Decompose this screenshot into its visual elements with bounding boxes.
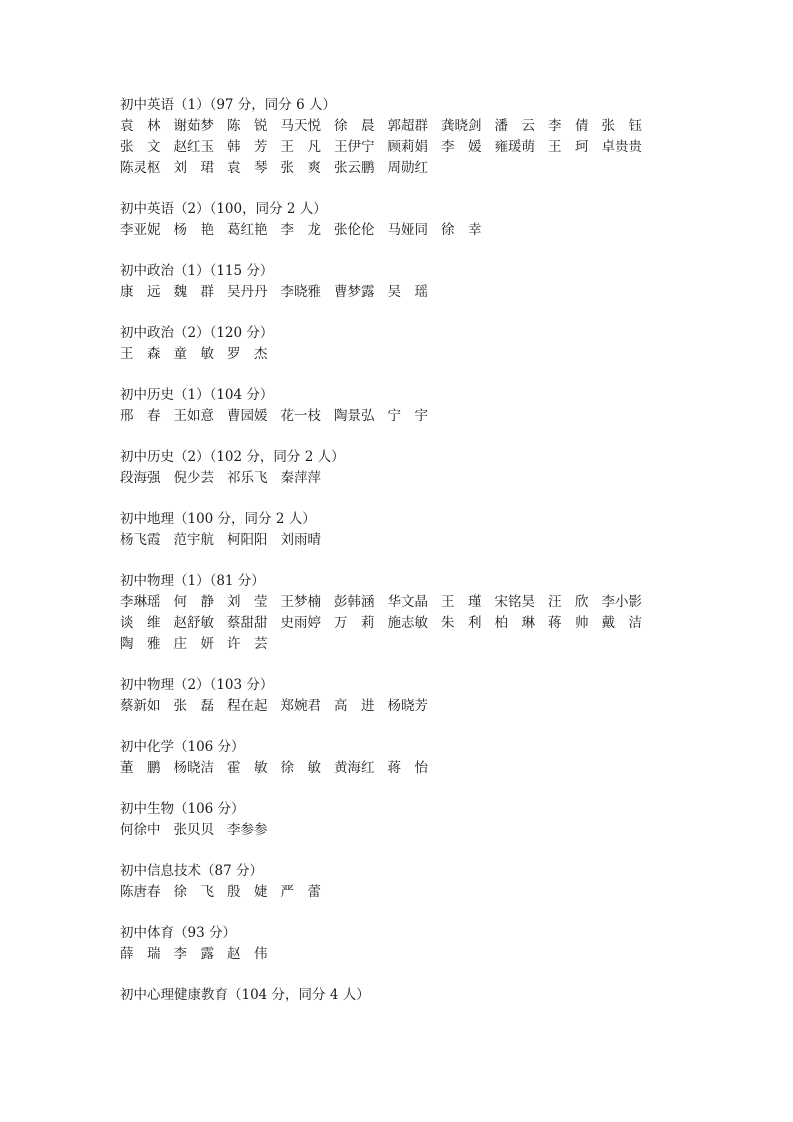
candidate-name: 柯阳阳 — [227, 532, 268, 548]
candidate-name: 康 远 — [120, 284, 161, 300]
candidate-name: 李亚妮 — [120, 222, 161, 238]
subject-heading: 初中英语（1）（97 分，同分 6 人） — [120, 97, 336, 113]
name-row — [120, 406, 680, 427]
name-row — [120, 696, 680, 717]
subject-section — [120, 323, 680, 365]
candidate-name: 邢 春 — [120, 408, 161, 424]
candidate-name: 马娅同 — [387, 222, 428, 238]
name-row — [120, 944, 680, 965]
candidate-name: 范宇航 — [173, 532, 214, 548]
name-list — [120, 220, 680, 241]
subject-section — [120, 261, 680, 303]
subject-section — [120, 199, 680, 241]
candidate-name: 王梦楠 — [280, 594, 321, 610]
candidate-name: 吴丹丹 — [227, 284, 268, 300]
subject-heading: 初中信息技术（87 分） — [120, 863, 263, 879]
candidate-name: 汪 欣 — [548, 594, 589, 610]
candidate-name: 李参参 — [227, 822, 268, 838]
candidate-name: 杨晓洁 — [173, 760, 214, 776]
candidate-name: 吴 瑶 — [387, 284, 428, 300]
candidate-name: 李晓雅 — [280, 284, 321, 300]
candidate-name: 史雨婷 — [280, 615, 321, 631]
candidate-name: 董 鹏 — [120, 760, 161, 776]
subject-section — [120, 923, 680, 965]
name-row — [120, 634, 680, 655]
candidate-name: 陶景弘 — [334, 408, 375, 424]
candidate-name: 葛红艳 — [227, 222, 268, 238]
name-list — [120, 820, 680, 841]
candidate-name: 祁乐飞 — [227, 470, 268, 486]
name-list — [120, 944, 680, 965]
subject-section — [120, 737, 680, 779]
candidate-name: 高 进 — [334, 698, 375, 714]
candidate-name: 袁 琴 — [227, 160, 268, 176]
candidate-name: 曹园媛 — [227, 408, 268, 424]
name-row — [120, 468, 680, 489]
subject-section — [120, 509, 680, 551]
candidate-name: 蔡甜甜 — [227, 615, 268, 631]
name-list — [120, 116, 680, 179]
candidate-name: 王伊宁 — [334, 139, 375, 155]
candidate-name: 薛 瑞 — [120, 946, 161, 962]
candidate-name: 彭韩涵 — [334, 594, 375, 610]
name-list — [120, 468, 680, 489]
subject-section — [120, 985, 680, 1006]
name-row — [120, 220, 680, 241]
name-list — [120, 696, 680, 717]
candidate-name: 赵 伟 — [227, 946, 268, 962]
subject-section — [120, 571, 680, 655]
candidate-name: 杨 艳 — [173, 222, 214, 238]
candidate-name: 王 珂 — [548, 139, 589, 155]
name-list — [120, 758, 680, 779]
candidate-name: 宋铭昊 — [494, 594, 535, 610]
subject-heading: 初中生物（106 分） — [120, 801, 245, 817]
candidate-name: 何 静 — [173, 594, 214, 610]
candidate-name: 张 钰 — [601, 118, 642, 134]
candidate-name: 徐 飞 — [173, 884, 214, 900]
subject-heading: 初中历史（1）（104 分） — [120, 387, 274, 403]
candidate-name: 霍 敏 — [227, 760, 268, 776]
subject-heading: 初中化学（106 分） — [120, 739, 245, 755]
subject-heading: 初中物理（1）（81 分） — [120, 573, 265, 589]
name-row — [120, 344, 680, 365]
candidate-name: 张贝贝 — [173, 822, 214, 838]
candidate-name: 施志敏 — [387, 615, 428, 631]
subject-heading: 初中政治（2）（120 分） — [120, 325, 274, 341]
candidate-name: 许 芸 — [227, 636, 268, 652]
candidate-name: 王如意 — [173, 408, 214, 424]
name-row — [120, 158, 680, 179]
name-list — [120, 406, 680, 427]
candidate-name: 张 文 — [120, 139, 161, 155]
candidate-name: 徐 幸 — [441, 222, 482, 238]
candidate-name: 朱 利 — [441, 615, 482, 631]
name-list — [120, 882, 680, 903]
name-row — [120, 137, 680, 158]
name-row — [120, 592, 680, 613]
candidate-name: 程在起 — [227, 698, 268, 714]
candidate-name: 陈 锐 — [227, 118, 268, 134]
candidate-name: 张伦伦 — [334, 222, 375, 238]
subject-section — [120, 447, 680, 489]
candidate-name: 曹梦露 — [334, 284, 375, 300]
candidate-name: 黄海红 — [334, 760, 375, 776]
candidate-name: 童 敏 — [173, 346, 214, 362]
candidate-name: 郑婉君 — [280, 698, 321, 714]
candidate-name: 王 凡 — [280, 139, 321, 155]
candidate-name: 刘 莹 — [227, 594, 268, 610]
subject-heading: 初中心理健康教育（104 分，同分 4 人） — [120, 987, 370, 1003]
candidate-name: 李小影 — [601, 594, 642, 610]
candidate-name: 顾莉娟 — [387, 139, 428, 155]
subject-section — [120, 799, 680, 841]
candidate-name: 庄 妍 — [173, 636, 214, 652]
candidate-name: 韩 芳 — [227, 139, 268, 155]
candidate-name: 潘 云 — [494, 118, 535, 134]
name-list — [120, 282, 680, 303]
name-row — [120, 116, 680, 137]
candidate-name: 赵舒敏 — [173, 615, 214, 631]
candidate-name: 李 露 — [173, 946, 214, 962]
candidate-name: 王 森 — [120, 346, 161, 362]
candidate-name: 徐 晨 — [334, 118, 375, 134]
candidate-name: 魏 群 — [173, 284, 214, 300]
candidate-name: 雍瑗萌 — [494, 139, 535, 155]
candidate-name: 张云鹏 — [334, 160, 375, 176]
document-page — [120, 95, 680, 1026]
candidate-name: 郭超群 — [387, 118, 428, 134]
candidate-name: 倪少芸 — [173, 470, 214, 486]
candidate-name: 李 媛 — [441, 139, 482, 155]
candidate-name: 袁 林 — [120, 118, 161, 134]
candidate-name: 华文晶 — [387, 594, 428, 610]
subject-heading: 初中物理（2）（103 分） — [120, 677, 274, 693]
candidate-name: 李 倩 — [548, 118, 589, 134]
name-row — [120, 613, 680, 634]
candidate-name: 马天悦 — [280, 118, 321, 134]
name-list — [120, 530, 680, 551]
candidate-name: 宁 宇 — [387, 408, 428, 424]
candidate-name: 殷 婕 — [227, 884, 268, 900]
name-list — [120, 592, 680, 655]
name-row — [120, 758, 680, 779]
candidate-name: 李琳瑶 — [120, 594, 161, 610]
candidate-name: 刘 珺 — [173, 160, 214, 176]
candidate-name: 蒋 怡 — [387, 760, 428, 776]
subject-heading: 初中体育（93 分） — [120, 925, 236, 941]
candidate-name: 段海强 — [120, 470, 161, 486]
candidate-name: 陶 雅 — [120, 636, 161, 652]
subject-section — [120, 861, 680, 903]
candidate-name: 罗 杰 — [227, 346, 268, 362]
candidate-name: 蒋 帅 — [548, 615, 589, 631]
candidate-name: 花一枝 — [280, 408, 321, 424]
candidate-name: 戴 洁 — [601, 615, 642, 631]
subject-heading: 初中英语（2）（100，同分 2 人） — [120, 201, 327, 217]
candidate-name: 赵红玉 — [173, 139, 214, 155]
name-row — [120, 530, 680, 551]
subject-section — [120, 385, 680, 427]
subject-section — [120, 675, 680, 717]
candidate-name: 杨飞霞 — [120, 532, 161, 548]
subject-heading: 初中地理（100 分，同分 2 人） — [120, 511, 316, 527]
candidate-name: 秦萍萍 — [280, 470, 321, 486]
candidate-name: 陈唐春 — [120, 884, 161, 900]
candidate-name: 王 瑾 — [441, 594, 482, 610]
name-row — [120, 282, 680, 303]
candidate-name: 蔡新如 — [120, 698, 161, 714]
candidate-name: 陈灵枢 — [120, 160, 161, 176]
subject-heading: 初中政治（1）（115 分） — [120, 263, 274, 279]
candidate-name: 何徐中 — [120, 822, 161, 838]
candidate-name: 万 莉 — [334, 615, 375, 631]
name-list — [120, 344, 680, 365]
name-row — [120, 820, 680, 841]
name-row — [120, 882, 680, 903]
candidate-name: 卓贵贵 — [601, 139, 642, 155]
candidate-name: 龚晓剑 — [441, 118, 482, 134]
subject-heading: 初中历史（2）（102 分，同分 2 人） — [120, 449, 345, 465]
candidate-name: 张 爽 — [280, 160, 321, 176]
candidate-name: 谢茹梦 — [173, 118, 214, 134]
candidate-name: 柏 琳 — [494, 615, 535, 631]
candidate-name: 严 蕾 — [280, 884, 321, 900]
candidate-name: 谈 维 — [120, 615, 161, 631]
subject-section — [120, 95, 680, 179]
candidate-name: 杨晓芳 — [387, 698, 428, 714]
candidate-name: 周勋红 — [387, 160, 428, 176]
candidate-name: 徐 敏 — [280, 760, 321, 776]
candidate-name: 李 龙 — [280, 222, 321, 238]
candidate-name: 刘雨晴 — [280, 532, 321, 548]
candidate-name: 张 磊 — [173, 698, 214, 714]
